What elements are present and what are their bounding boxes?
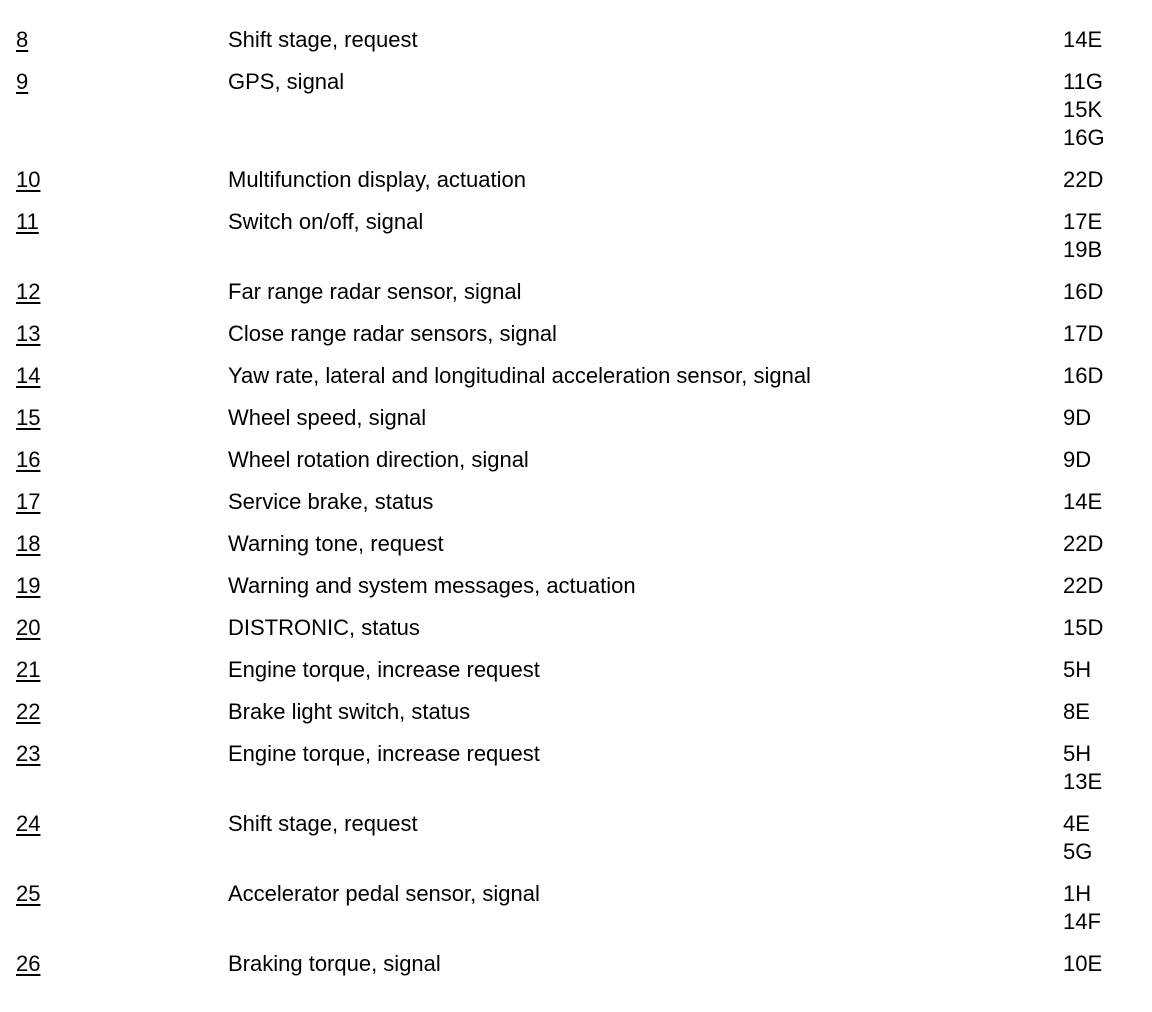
legend-description: DISTRONIC, status [228, 615, 420, 640]
grid-reference: 14E [1063, 489, 1103, 514]
legend-row [0, 208, 1152, 264]
grid-references [1063, 950, 1102, 978]
legend-number-link[interactable]: 8 [16, 27, 29, 52]
legend-number-link[interactable]: 24 [16, 811, 41, 836]
grid-reference: 5G [1063, 839, 1093, 864]
legend-description: GPS, signal [228, 69, 345, 94]
legend-row [0, 488, 1152, 516]
grid-reference: 11G [1063, 69, 1103, 94]
grid-references [1063, 166, 1103, 194]
grid-references [1063, 488, 1102, 516]
grid-reference: 16D [1063, 279, 1104, 304]
grid-references [1063, 614, 1103, 642]
legend-row [0, 880, 1152, 936]
legend-number-link[interactable]: 14 [16, 363, 41, 388]
legend-description: Shift stage, request [228, 27, 418, 52]
legend-description: Switch on/off, signal [228, 209, 424, 234]
grid-reference: 19B [1063, 237, 1103, 262]
grid-reference: 15D [1063, 615, 1104, 640]
legend-description: Wheel speed, signal [228, 405, 427, 430]
legend-number-link[interactable]: 21 [16, 657, 41, 682]
grid-reference: 9D [1063, 405, 1092, 430]
grid-references [1063, 530, 1103, 558]
grid-references [1063, 572, 1103, 600]
legend-number-link[interactable]: 16 [16, 447, 41, 472]
legend-number-link[interactable]: 13 [16, 321, 41, 346]
grid-references [1063, 68, 1105, 152]
legend-description: Brake light switch, status [228, 699, 471, 724]
legend-row [0, 614, 1152, 642]
legend-row [0, 320, 1152, 348]
grid-reference: 17D [1063, 321, 1104, 346]
legend-number-link[interactable]: 19 [16, 573, 41, 598]
legend-row [0, 656, 1152, 684]
grid-reference: 15K [1063, 97, 1103, 122]
legend-description: Warning and system messages, actuation [228, 573, 636, 598]
grid-reference: 4E [1063, 811, 1090, 836]
grid-reference: 17E [1063, 209, 1103, 234]
legend-number-link[interactable]: 22 [16, 699, 41, 724]
legend-description: Braking torque, signal [228, 951, 441, 976]
grid-references [1063, 320, 1103, 348]
grid-reference: 5H [1063, 657, 1092, 682]
legend-description: Close range radar sensors, signal [228, 321, 557, 346]
grid-reference: 14F [1063, 909, 1101, 934]
legend-description: Far range radar sensor, signal [228, 279, 522, 304]
legend-number-link[interactable]: 11 [16, 209, 39, 234]
legend-row [0, 572, 1152, 600]
legend-description: Yaw rate, lateral and longitudinal acceleration sensor, signal [228, 363, 811, 388]
legend-row [0, 810, 1152, 866]
legend-description: Engine torque, increase request [228, 741, 540, 766]
legend-row [0, 362, 1152, 390]
grid-reference: 5H [1063, 741, 1092, 766]
grid-reference: 13E [1063, 769, 1103, 794]
grid-references [1063, 880, 1101, 936]
legend-row [0, 26, 1152, 54]
grid-reference: 22D [1063, 573, 1104, 598]
legend-row [0, 68, 1152, 152]
grid-references [1063, 698, 1090, 726]
grid-references [1063, 278, 1103, 306]
grid-references [1063, 26, 1102, 54]
legend-row [0, 404, 1152, 432]
legend-row [0, 950, 1152, 978]
legend-description: Service brake, status [228, 489, 434, 514]
legend-description: Warning tone, request [228, 531, 444, 556]
legend-number-link[interactable]: 15 [16, 405, 41, 430]
grid-reference: 16G [1063, 125, 1105, 150]
legend-row [0, 446, 1152, 474]
legend-description: Accelerator pedal sensor, signal [228, 881, 540, 906]
legend-number-link[interactable]: 26 [16, 951, 41, 976]
grid-reference: 22D [1063, 531, 1104, 556]
legend-number-link[interactable]: 12 [16, 279, 41, 304]
grid-references [1063, 362, 1103, 390]
legend-description: Multifunction display, actuation [228, 167, 526, 192]
legend-number-link[interactable]: 23 [16, 741, 41, 766]
legend-row [0, 740, 1152, 796]
legend-number-link[interactable]: 20 [16, 615, 41, 640]
grid-references [1063, 208, 1102, 264]
legend-description: Shift stage, request [228, 811, 418, 836]
grid-reference: 10E [1063, 951, 1103, 976]
legend-number-link[interactable]: 17 [16, 489, 41, 514]
grid-reference: 8E [1063, 699, 1090, 724]
grid-references [1063, 404, 1091, 432]
grid-references [1063, 810, 1092, 866]
grid-reference: 16D [1063, 363, 1104, 388]
legend-description: Wheel rotation direction, signal [228, 447, 529, 472]
legend-number-link[interactable]: 18 [16, 531, 41, 556]
legend-row [0, 698, 1152, 726]
legend-description: Engine torque, increase request [228, 657, 540, 682]
grid-reference: 1H [1063, 881, 1092, 906]
legend-number-link[interactable]: 10 [16, 167, 41, 192]
legend-row [0, 166, 1152, 194]
legend-number-link[interactable]: 9 [16, 69, 29, 94]
grid-reference: 9D [1063, 447, 1092, 472]
grid-references [1063, 740, 1102, 796]
grid-reference: 22D [1063, 167, 1104, 192]
grid-references [1063, 656, 1091, 684]
legend-row [0, 278, 1152, 306]
grid-references [1063, 446, 1091, 474]
legend-row [0, 530, 1152, 558]
grid-reference: 14E [1063, 27, 1103, 52]
legend-number-link[interactable]: 25 [16, 881, 41, 906]
